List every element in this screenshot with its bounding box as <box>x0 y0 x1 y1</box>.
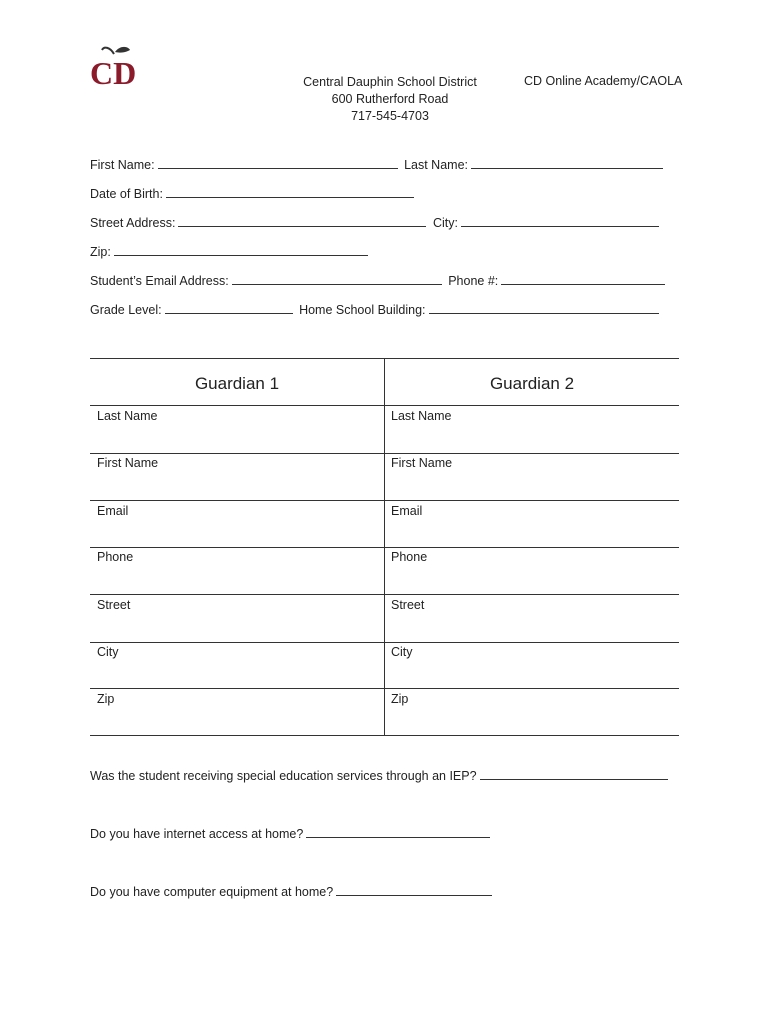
grade-field[interactable] <box>165 301 293 314</box>
grade-row <box>90 301 662 317</box>
email-field[interactable] <box>232 272 442 285</box>
g1-phone[interactable]: Phone <box>97 550 134 564</box>
district-street: 600 Rutherford Road <box>331 92 449 106</box>
street-field[interactable] <box>178 214 426 227</box>
city-label: City: <box>432 216 458 230</box>
building-field[interactable] <box>429 301 659 314</box>
guardian-table <box>90 358 679 736</box>
building-label: Home School Building: <box>299 303 426 317</box>
email-row <box>90 272 668 288</box>
iep-question: Was the student receiving special education services through an IEP? <box>90 769 477 783</box>
computer-answer-field[interactable] <box>336 883 492 896</box>
last-name-label: Last Name: <box>404 158 468 172</box>
g1-city[interactable]: City <box>97 645 119 659</box>
zip-row <box>90 243 371 259</box>
g1-email[interactable]: Email <box>97 504 129 518</box>
last-name-field[interactable] <box>471 156 663 169</box>
first-name-field[interactable] <box>158 156 398 169</box>
iep-question-row <box>90 767 671 783</box>
g2-first-name[interactable]: First Name <box>391 456 453 470</box>
dob-label: Date of Birth: <box>90 187 163 201</box>
iep-answer-field[interactable] <box>480 767 668 780</box>
g2-zip[interactable]: Zip <box>391 692 409 706</box>
grade-label: Grade Level: <box>90 303 162 317</box>
internet-answer-field[interactable] <box>306 825 490 838</box>
g1-first-name[interactable]: First Name <box>97 456 159 470</box>
district-address-block <box>270 74 510 125</box>
g2-city[interactable]: City <box>391 645 413 659</box>
name-row <box>90 156 666 172</box>
guardian-1-header: Guardian 1 <box>194 374 280 393</box>
computer-question-row <box>90 883 495 899</box>
internet-question: Do you have internet access at home? <box>90 827 304 841</box>
dob-row <box>90 185 417 201</box>
dob-field[interactable] <box>166 185 414 198</box>
district-phone: 717-545-4703 <box>351 109 429 123</box>
street-label: Street Address: <box>90 216 176 230</box>
zip-field[interactable] <box>114 243 368 256</box>
district-logo <box>88 44 140 88</box>
g1-last-name[interactable]: Last Name <box>97 409 158 423</box>
g2-phone[interactable]: Phone <box>391 550 428 564</box>
g2-email[interactable]: Email <box>391 504 423 518</box>
phone-field[interactable] <box>501 272 665 285</box>
g1-zip[interactable]: Zip <box>97 692 115 706</box>
computer-question: Do you have computer equipment at home? <box>90 885 334 899</box>
g1-street[interactable]: Street <box>97 598 131 612</box>
zip-label: Zip: <box>90 245 111 259</box>
email-label: Student’s Email Address: <box>90 274 229 288</box>
g2-street[interactable]: Street <box>391 598 425 612</box>
academy-name: CD Online Academy/CAOLA <box>524 74 683 88</box>
first-name-label: First Name: <box>90 158 155 172</box>
address-row <box>90 214 662 230</box>
district-name: Central Dauphin School District <box>303 75 477 89</box>
internet-question-row <box>90 825 493 841</box>
phone-label: Phone #: <box>448 274 499 288</box>
city-field[interactable] <box>461 214 659 227</box>
logo-text: CD <box>90 55 137 88</box>
g2-last-name[interactable]: Last Name <box>391 409 452 423</box>
guardian-2-header: Guardian 2 <box>489 374 575 393</box>
